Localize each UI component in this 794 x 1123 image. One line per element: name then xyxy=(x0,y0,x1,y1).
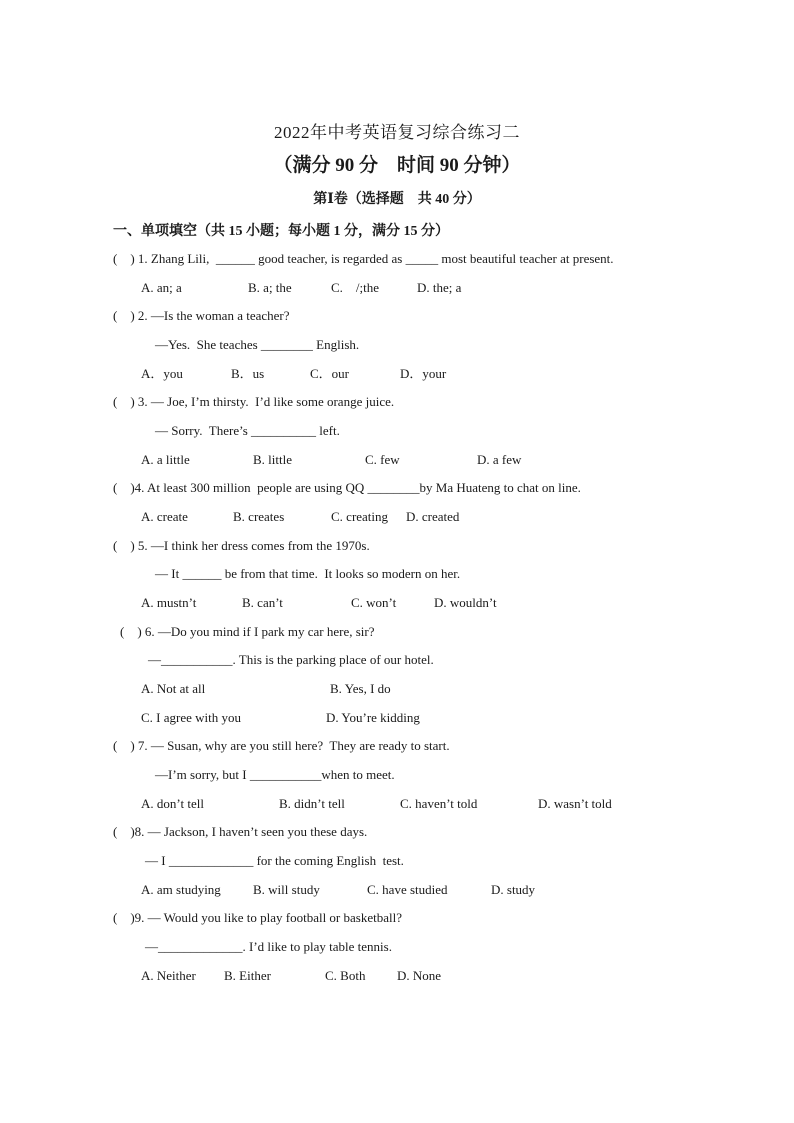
question-3-option-b: B. little xyxy=(253,452,292,467)
section-heading: 一、单项填空（共 15 小题；每小题 1 分，满分 15 分） xyxy=(113,224,449,239)
question-9-option-d: D. None xyxy=(397,968,442,983)
question-4-option-a: A. create xyxy=(141,509,188,524)
question-7-option-c: C. haven’t told xyxy=(400,796,478,811)
question-5-option-c: C. won’t xyxy=(351,595,397,610)
question-4-option-d: D. created xyxy=(406,509,460,524)
question-4-option-b: B. creates xyxy=(233,509,285,524)
volume-heading: 第Ⅰ卷（选择题 共 40 分） xyxy=(313,192,481,207)
question-8-option-c: C. have studied xyxy=(367,882,448,897)
question-1-stem: ( ) 1. Zhang Lili, ______ good teacher, is regarded as _____ most beautiful teacher at present. xyxy=(113,251,614,266)
question-2-option-b: B．us xyxy=(231,366,265,381)
question-6-option-d: D. You’re kidding xyxy=(326,710,420,725)
question-7-option-d: D. wasn’t told xyxy=(538,796,612,811)
question-1-option-a: A. an; a xyxy=(141,280,182,295)
question-6-option-c: C. I agree with you xyxy=(141,710,242,725)
question-4-stem: ( )4. At least 300 million people are using QQ ________by Ma Huateng to chat on line. xyxy=(113,480,581,495)
question-1-option-d: D. the; a xyxy=(417,280,462,295)
question-6-option-a: A. Not at all xyxy=(141,681,206,696)
question-5-option-a: A. mustn’t xyxy=(141,595,197,610)
question-8-option-d: D. study xyxy=(491,882,536,897)
question-2-option-a: A．you xyxy=(141,366,183,381)
question-2-option-d: D．your xyxy=(400,366,447,381)
question-5-option-b: B. can’t xyxy=(242,595,283,610)
question-1-option-c: C. /;the xyxy=(331,280,380,295)
score-time-line: （满分 90 分 时间 90 分钟） xyxy=(273,155,521,176)
question-2-stem: ( ) 2. —Is the woman a teacher? xyxy=(113,308,290,323)
question-9-option-b: B. Either xyxy=(224,968,271,983)
question-2-option-c: C．our xyxy=(310,366,350,381)
question-6-option-b: B. Yes, I do xyxy=(330,681,391,696)
question-5-answer-line: — It ______ be from that time. It looks so modern on her. xyxy=(155,566,461,581)
question-6-stem: ( ) 6. —Do you mind if I park my car here, sir? xyxy=(120,624,375,639)
question-9-answer-line: —_____________. I’d like to play table tennis. xyxy=(145,939,392,954)
question-3-option-d: D. a few xyxy=(477,452,522,467)
question-7-stem: ( ) 7. — Susan, why are you still here? They are ready to start. xyxy=(113,738,450,753)
question-8-option-a: A. am studying xyxy=(141,882,221,897)
question-7-option-a: A. don’t tell xyxy=(141,796,204,811)
question-3-option-c: C. few xyxy=(365,452,400,467)
question-7-option-b: B. didn’t tell xyxy=(279,796,345,811)
question-9-stem: ( )9. — Would you like to play football or basketball? xyxy=(113,910,402,925)
question-5-option-d: D. wouldn’t xyxy=(434,595,497,610)
exam-title: 2022年中考英语复习综合练习二 xyxy=(274,123,520,142)
question-1-option-b: B. a; the xyxy=(248,280,292,295)
question-8-option-b: B. will study xyxy=(253,882,320,897)
question-3-stem: ( ) 3. — Joe, I’m thirsty. I’d like some orange juice. xyxy=(113,394,395,409)
question-9-option-a: A. Neither xyxy=(141,968,196,983)
question-3-answer-line: — Sorry. There’s __________ left. xyxy=(155,423,340,438)
question-8-stem: ( )8. — Jackson, I haven’t seen you these days. xyxy=(113,824,368,839)
question-6-answer-line: —___________. This is the parking place of our hotel. xyxy=(148,652,434,667)
question-5-stem: ( ) 5. —I think her dress comes from the 1970s. xyxy=(113,538,370,553)
question-3-option-a: A. a little xyxy=(141,452,190,467)
question-9-option-c: C. Both xyxy=(325,968,366,983)
question-7-answer-line: —I’m sorry, but I ___________when to meet. xyxy=(155,767,395,782)
question-2-answer-line: —Yes. She teaches ________ English. xyxy=(155,337,360,352)
question-4-option-c: C. creating xyxy=(331,509,389,524)
question-8-answer-line: — I _____________ for the coming English test. xyxy=(145,853,404,868)
